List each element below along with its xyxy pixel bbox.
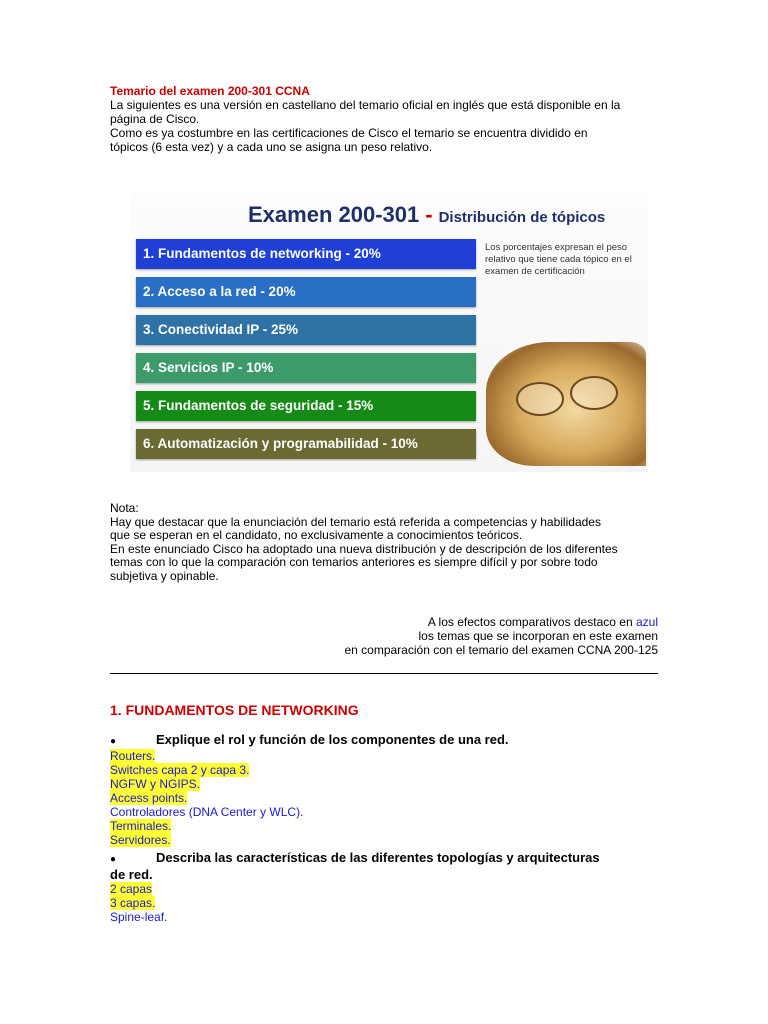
note-line: En este enunciado Cisco ha adoptado una nueva distribución y de descripción de los diferentes	[110, 541, 618, 556]
list-item	[110, 805, 660, 819]
note-line: Hay que destacar que la enunciación del temario está referida a competencias y habilidades	[110, 514, 601, 529]
bullet-question	[110, 850, 660, 867]
item-text: Spine-leaf.	[110, 910, 168, 924]
note-label: Nota:	[110, 501, 139, 515]
glasses-photo	[486, 342, 646, 466]
intro-line: Como es ya costumbre en las certificaciones de Cisco el temario se encuentra dividido en	[110, 126, 588, 140]
list-item	[110, 896, 660, 910]
intro-text	[110, 98, 660, 154]
banner-title	[248, 202, 605, 228]
compare-line: en comparación con el temario del examen CCNA 200-125	[344, 643, 658, 657]
item-text: NGFW y NGIPS.	[110, 777, 200, 791]
item-text: Terminales.	[110, 819, 172, 833]
banner-title-sub: Distribución de tópicos	[438, 209, 606, 226]
topology-list	[110, 882, 660, 924]
bullet-icon: ●	[110, 736, 117, 747]
item-text: Servidores.	[110, 833, 171, 847]
intro-block	[110, 84, 660, 154]
topic-bar: 4. Servicios IP - 10%	[136, 353, 476, 383]
intro-line: La siguientes es una versión en castellano del temario oficial en inglés que está disponible en la	[110, 98, 621, 112]
list-item	[110, 791, 660, 805]
banner-title-dash: -	[425, 202, 433, 227]
list-item	[110, 777, 660, 791]
banner-side-note: Los porcentajes expresan el peso relativo que tiene cada tópico en el examen de certificación	[485, 242, 632, 277]
item-text: Routers.	[110, 749, 156, 763]
note-line: que se esperan en el candidato, no exclusivamente a conocimientos teóricos.	[110, 528, 523, 542]
banner-title-main: Examen 200-301	[248, 202, 420, 227]
list-item	[110, 910, 660, 924]
section-heading: 1. FUNDAMENTOS DE NETWORKING	[110, 702, 359, 718]
topics-distribution-image	[130, 192, 648, 472]
item-text: Controladores (DNA Center y WLC).	[110, 805, 304, 819]
list-item	[110, 833, 660, 847]
compare-blue-word: azul	[635, 615, 658, 629]
comparison-note	[110, 615, 658, 657]
bullet-question	[110, 732, 660, 749]
item-text: Access points.	[110, 791, 188, 805]
question-continuation: de red.	[110, 867, 153, 882]
bullet-icon: ●	[110, 854, 117, 865]
list-item	[110, 749, 660, 763]
lens-icon	[570, 376, 618, 410]
question-text: Explique el rol y función de los componentes de una red.	[156, 732, 509, 747]
compare-text: A los efectos comparativos destaco en	[427, 615, 636, 629]
note-block	[110, 502, 660, 583]
item-text: 3 capas.	[110, 896, 156, 910]
document-title: Temario del examen 200-301 CCNA	[110, 84, 310, 98]
note-line: temas con lo que la comparación con temarios anteriores es siempre difícil y por sobre todo	[110, 555, 598, 569]
list-item	[110, 763, 660, 777]
topic-bar: 1. Fundamentos de networking - 20%	[136, 239, 476, 269]
topic-bar: 5. Fundamentos de seguridad - 15%	[136, 391, 476, 421]
note-line: subjetiva y opinable.	[110, 568, 219, 583]
topic-bar: 6. Automatización y programabilidad - 10%	[136, 429, 476, 459]
horizontal-rule	[110, 673, 658, 674]
topic-bar: 3. Conectividad IP - 25%	[136, 315, 476, 345]
compare-line: los temas que se incorporan en este examen	[418, 629, 658, 643]
lens-icon	[516, 382, 564, 416]
section-networking	[110, 702, 660, 924]
item-text: 2 capas	[110, 882, 153, 896]
list-item	[110, 882, 660, 896]
compare-line	[110, 615, 658, 629]
list-item	[110, 819, 660, 833]
item-text: Switches capa 2 y capa 3.	[110, 763, 250, 777]
component-list	[110, 749, 660, 847]
intro-line: tópicos (6 esta vez) y a cada uno se asigna un peso relativo.	[110, 140, 433, 154]
topic-bars	[136, 239, 476, 467]
topic-bar: 2. Acceso a la red - 20%	[136, 277, 476, 307]
question-text: Describa las características de las diferentes topologías y arquitecturas	[156, 850, 600, 865]
intro-line: página de Cisco.	[110, 112, 200, 126]
